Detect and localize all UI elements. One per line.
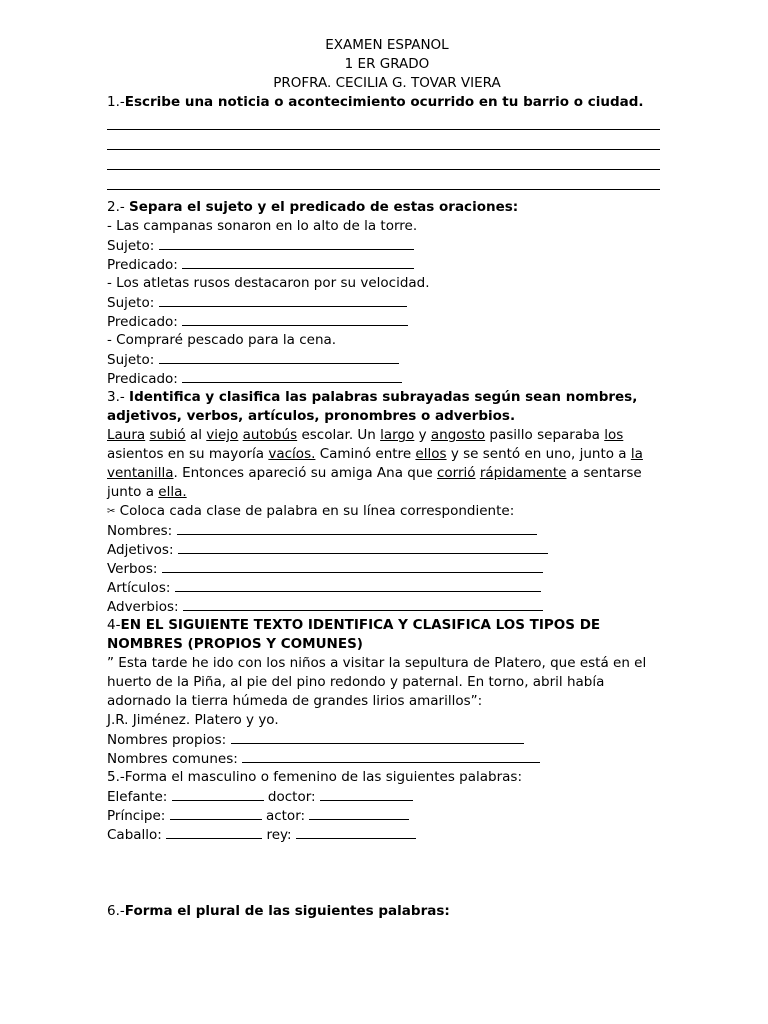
answer-line-2[interactable] [107, 132, 660, 150]
quote-line-3: adornado la tierra húmeda de grandes lirios amarillos”: [107, 693, 483, 709]
category-row-nombres [107, 521, 667, 540]
predicate-blank-2[interactable] [182, 312, 408, 326]
instruction-text: Coloca cada clase de palabra en su línea correspondiente: [115, 503, 515, 519]
exam-content [107, 36, 667, 844]
text-run: junto a [107, 484, 159, 500]
question-2 [107, 198, 667, 217]
gender-blank[interactable] [320, 787, 413, 801]
predicate-blank-3[interactable] [182, 369, 402, 383]
sentence-3: - Compraré pescado para la cena. [107, 332, 337, 348]
sentence-1: - Las campanas sonaron en lo alto de la torre. [107, 218, 418, 234]
gender-blank[interactable] [172, 787, 264, 801]
category-label: Nombres: [107, 523, 177, 539]
scissors-icon: ✂ [107, 506, 116, 517]
paragraph-line-4 [107, 483, 667, 502]
category-blank[interactable] [162, 559, 543, 573]
category-blank[interactable] [175, 578, 541, 592]
quote-line-1: ” Esta tarde he ido con los niños a visitar la sepultura de Platero, que está en el [107, 655, 647, 671]
word-label: doctor: [263, 789, 320, 805]
sentence-2: - Los atletas rusos destacaron por su velocidad. [107, 275, 430, 291]
paragraph-line-1 [107, 426, 667, 445]
question-3 [107, 388, 667, 407]
text-run: al [185, 427, 207, 443]
predicate-label: Predicado: [107, 257, 183, 273]
subject-blank-3[interactable] [159, 350, 399, 364]
question-1-text: Escribe una noticia o acontecimiento ocurrido en tu barrio o ciudad. [124, 94, 644, 110]
question-5: 5.-Forma el masculino o femenino de las siguientes palabras: [107, 769, 522, 785]
underlined-word: rápidamente [479, 465, 567, 481]
category-blank[interactable] [178, 540, 548, 554]
underlined-word: vacíos. [268, 446, 316, 462]
proper-nouns-blank[interactable] [231, 730, 524, 744]
exam-teacher: PROFRA. CECILIA G. TOVAR VIERA [273, 75, 501, 91]
question-1-number: 1.- [107, 94, 125, 110]
gender-blank[interactable] [296, 825, 416, 839]
subject-row-1 [107, 236, 667, 255]
answer-line-1[interactable] [107, 112, 660, 130]
category-label: Adverbios: [107, 599, 183, 615]
category-row-articulos [107, 578, 667, 597]
subject-row-3 [107, 350, 667, 369]
question-2-number: 2.- [107, 199, 130, 215]
question-6-text: Forma el plural de las siguientes palabras: [124, 903, 450, 919]
question-6 [107, 902, 450, 921]
gender-row-3 [107, 825, 667, 844]
answer-line-3[interactable] [107, 152, 660, 170]
underlined-word: ventanilla [107, 465, 174, 481]
answer-line-4[interactable] [107, 172, 660, 190]
question-4-text-line-2: NOMBRES (PROPIOS Y COMUNES) [107, 636, 363, 652]
common-nouns-label: Nombres comunes: [107, 751, 243, 767]
question-4-text-line-1: EN EL SIGUIENTE TEXTO IDENTIFICA Y CLASIFICA LOS TIPOS DE [120, 617, 601, 633]
predicate-row-1 [107, 255, 667, 274]
category-row-adjetivos [107, 540, 667, 559]
word-label: Príncipe: [107, 808, 170, 824]
subject-label: Sujeto: [107, 295, 159, 311]
text-run: Caminó entre [315, 446, 416, 462]
word-label: Caballo: [107, 827, 167, 843]
text-run: escolar. Un [297, 427, 381, 443]
predicate-row-3 [107, 369, 667, 388]
underlined-word: largo [380, 427, 415, 443]
subject-blank-1[interactable] [159, 236, 414, 250]
question-3-text-line-2: adjetivos, verbos, artículos, pronombres o adverbios. [107, 408, 516, 424]
underlined-word: viejo [206, 427, 239, 443]
underlined-word: ellos [415, 446, 447, 462]
exam-grade: 1 ER GRADO [344, 56, 430, 72]
text-run: . Entonces apareció su amiga Ana que [173, 465, 437, 481]
underlined-word: ella. [158, 484, 187, 500]
paragraph-line-2 [107, 445, 667, 464]
common-nouns-blank[interactable] [242, 749, 540, 763]
word-label: Elefante: [107, 789, 172, 805]
predicate-label: Predicado: [107, 314, 183, 330]
subject-blank-2[interactable] [159, 293, 407, 307]
underlined-word: angosto [430, 427, 486, 443]
underlined-word: corrió [437, 465, 476, 481]
proper-nouns-row [107, 730, 667, 749]
predicate-row-2 [107, 312, 667, 331]
category-blank[interactable] [183, 597, 543, 611]
exam-title: EXAMEN ESPANOL [325, 37, 449, 53]
text-run: a sentarse [566, 465, 642, 481]
subject-label: Sujeto: [107, 238, 159, 254]
category-row-verbos [107, 559, 667, 578]
quote-line-2: huerto de la Piña, al pie del pino redondo y paternal. En torno, abril había [107, 674, 605, 690]
category-row-adverbios [107, 597, 667, 616]
text-run: asientos en su mayoría [107, 446, 269, 462]
question-6-number: 6.- [107, 903, 125, 919]
question-4 [107, 616, 667, 635]
paragraph-line-3 [107, 464, 667, 483]
text-run: y [414, 427, 431, 443]
subject-row-2 [107, 293, 667, 312]
gender-blank[interactable] [170, 806, 262, 820]
category-label: Adjetivos: [107, 542, 178, 558]
category-blank[interactable] [177, 521, 537, 535]
text-run: y se sentó en uno, junto a [446, 446, 631, 462]
gender-blank[interactable] [309, 806, 409, 820]
predicate-label: Predicado: [107, 371, 183, 387]
underlined-word: subió [149, 427, 186, 443]
text-run: pasillo separaba [485, 427, 605, 443]
question-3-text-line-1: Identifica y clasifica las palabras subrayadas según sean nombres, [129, 389, 638, 405]
common-nouns-row [107, 749, 667, 768]
underlined-word: Laura [107, 427, 146, 443]
underlined-word: la [630, 446, 643, 462]
gender-row-2 [107, 806, 667, 825]
underlined-word: los [604, 427, 624, 443]
question-2-text: Separa el sujeto y el predicado de estas oraciones: [129, 199, 519, 215]
predicate-blank-1[interactable] [182, 255, 414, 269]
word-label: actor: [261, 808, 310, 824]
question-3-number: 3.- [107, 389, 130, 405]
proper-nouns-label: Nombres propios: [107, 732, 231, 748]
quote-source: J.R. Jiménez. Platero y yo. [107, 712, 279, 728]
instruction-row [107, 502, 667, 521]
category-label: Verbos: [107, 561, 162, 577]
word-label: rey: [262, 827, 296, 843]
question-4-number: 4- [107, 617, 121, 633]
question-1 [107, 93, 667, 112]
gender-blank[interactable] [166, 825, 262, 839]
category-label: Artículos: [107, 580, 175, 596]
underlined-word: autobús [242, 427, 298, 443]
subject-label: Sujeto: [107, 352, 159, 368]
gender-row-1 [107, 787, 667, 806]
